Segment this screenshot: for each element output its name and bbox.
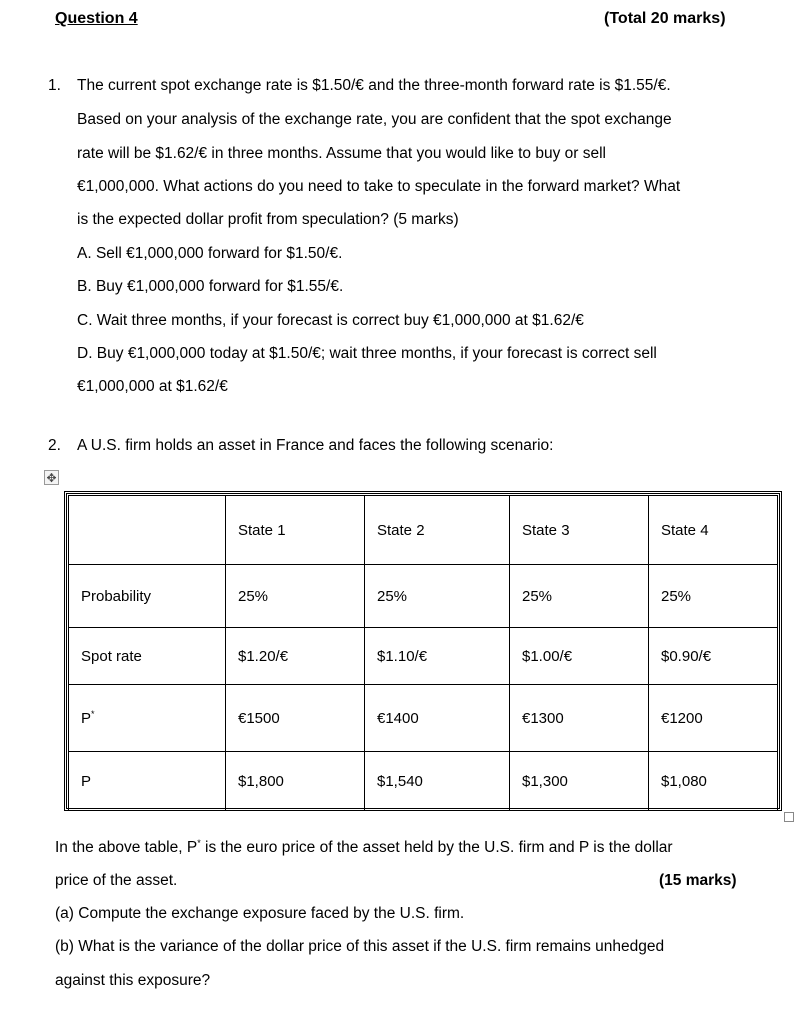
cell: $1,300	[510, 752, 649, 811]
table-header-row	[69, 496, 778, 565]
q2-part-b-line-2: against this exposure?	[55, 972, 211, 989]
cell: 25%	[365, 565, 510, 628]
row-label: Spot rate	[69, 628, 226, 685]
cell: $1.20/€	[226, 628, 365, 685]
q1-line-1: The current spot exchange rate is $1.50/€ and the three-month forward rate is $1.55/€.	[77, 77, 671, 94]
header-state-2: State 2	[365, 496, 510, 565]
row-label-sup: *	[91, 709, 95, 719]
q2-note-line-2: price of the asset.	[55, 872, 178, 889]
q1-option-b: B. Buy €1,000,000 forward for $1.55/€.	[77, 278, 344, 295]
header-state-3: State 3	[510, 496, 649, 565]
table-resize-handle[interactable]	[784, 812, 794, 822]
q1-line-4: €1,000,000. What actions do you need to take to speculate in the forward market? What	[77, 178, 681, 195]
note-sup: *	[197, 838, 201, 848]
header-cell-empty	[69, 496, 226, 565]
q1-line-5: is the expected dollar profit from speculation? (5 marks)	[77, 211, 459, 228]
scenario-table	[64, 491, 782, 811]
cell: €1300	[510, 685, 649, 752]
note-text-a: In the above table, P	[55, 839, 198, 857]
cell: $1,080	[649, 752, 778, 811]
row-label	[69, 685, 226, 752]
q2-intro: A U.S. firm holds an asset in France and faces the following scenario:	[77, 437, 554, 454]
q1-option-c: C. Wait three months, if your forecast is correct buy €1,000,000 at $1.62/€	[77, 312, 584, 329]
cell: $1,800	[226, 752, 365, 811]
cell: 25%	[510, 565, 649, 628]
cell: $1.00/€	[510, 628, 649, 685]
q1-line-3: rate will be $1.62/€ in three months. Assume that you would like to buy or sell	[77, 145, 607, 162]
cell: $0.90/€	[649, 628, 778, 685]
table-row-dollar-price	[69, 752, 778, 811]
header-state-1: State 1	[226, 496, 365, 565]
question-title: Question 4	[55, 10, 138, 27]
q1-option-a: A. Sell €1,000,000 forward for $1.50/€.	[77, 245, 343, 262]
row-label: P	[69, 752, 226, 811]
q1-option-d: D. Buy €1,000,000 today at $1.50/€; wait three months, if your forecast is correct sell	[77, 345, 657, 362]
cell: 25%	[226, 565, 365, 628]
q1-number: 1.	[48, 77, 61, 94]
q2-marks: (15 marks)	[659, 872, 737, 889]
q1-option-d-cont: €1,000,000 at $1.62/€	[77, 378, 228, 395]
table-row-probability	[69, 565, 778, 628]
row-label: Probability	[69, 565, 226, 628]
cell: €1200	[649, 685, 778, 752]
q2-note-line-1	[55, 838, 673, 857]
q2-part-b-line-1: (b) What is the variance of the dollar price of this asset if the U.S. firm remains unhedged	[55, 938, 665, 955]
cell: €1400	[365, 685, 510, 752]
table-row-euro-price	[69, 685, 778, 752]
cell: $1.10/€	[365, 628, 510, 685]
cell: $1,540	[365, 752, 510, 811]
total-marks: (Total 20 marks)	[604, 10, 726, 27]
note-text-b: is the euro price of the asset held by the U.S. firm and P is the dollar	[200, 839, 673, 857]
header-state-4: State 4	[649, 496, 778, 565]
cell: 25%	[649, 565, 778, 628]
q1-line-2: Based on your analysis of the exchange rate, you are confident that the spot exchange	[77, 111, 672, 128]
row-label-text: P	[81, 710, 92, 727]
q2-part-a: (a) Compute the exchange exposure faced by the U.S. firm.	[55, 905, 465, 922]
table-row-spot-rate	[69, 628, 778, 685]
q2-number: 2.	[48, 437, 61, 454]
table-move-handle-icon[interactable]: ✥	[44, 470, 59, 485]
cell: €1500	[226, 685, 365, 752]
